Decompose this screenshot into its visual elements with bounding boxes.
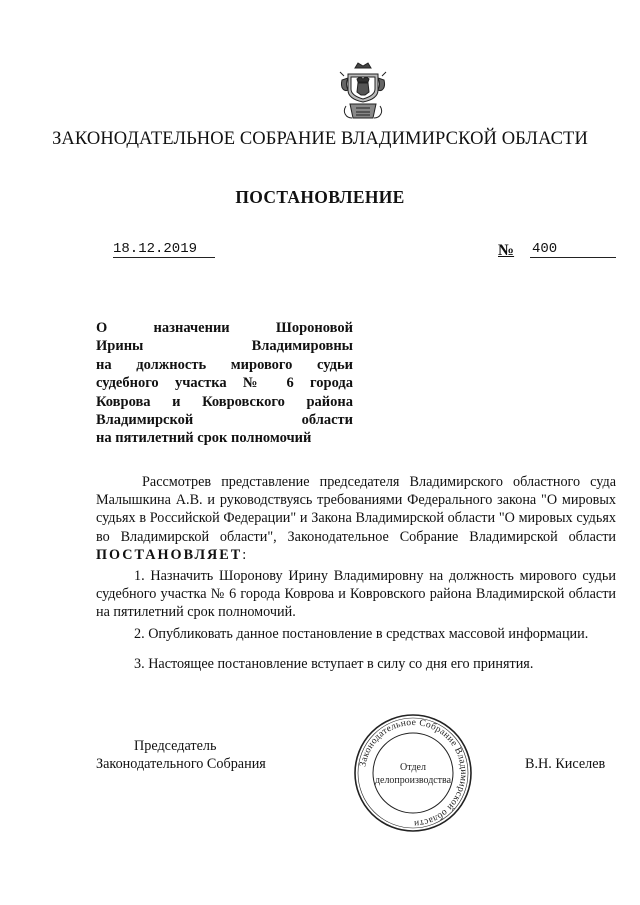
signatory-name: В.Н. Киселев (525, 756, 606, 772)
organization-title: ЗАКОНОДАТЕЛЬНОЕ СОБРАНИЕ ВЛАДИМИРСКОЙ ОБЛАСТИ (52, 129, 588, 149)
svg-text:делопроизводства: делопроизводства (375, 775, 452, 786)
resolution-item: 1. Назначить Шоронову Ирину Владимировну на должность мирового судьи судебного участка № 6 города Коврова и Ковровского района Владимирской области на пятилетний срок полномочий. (96, 568, 616, 621)
document-type: ПОСТАНОВЛЕНИЕ (235, 187, 405, 207)
resolution-item: 3. Настоящее постановление вступает в силу со дня его принятия. (134, 655, 534, 672)
document-body (96, 473, 616, 673)
intro-paragraph: Рассмотрев представление председателя Владимирского областного суда Малышкина А.В. и руководствуясь требованиями Федерального закона "О мировых судьях в Российской Федерации" и Закона Владимирской области "О мировых судьях во Владимирской области", Законодательное Собрание Владимирской области ПОСТАНОВЛЯЕТ: (96, 474, 616, 563)
subject-line: Владимирской области (96, 412, 353, 429)
office-stamp (352, 712, 474, 834)
svg-text:Законодательное Собрание Влади: Законодательное Собрание Владимирской области (358, 717, 469, 829)
resolves-word: ПОСТАНОВЛЯЕТ (96, 546, 243, 563)
signatory-title: Председатель Законодательного Собрания (96, 738, 266, 773)
subject-line: судебного участка № 6 города (96, 375, 353, 392)
document-number: 400 (530, 241, 616, 258)
number-label: № (498, 242, 515, 259)
coat-of-arms-icon (338, 62, 388, 122)
subject-line: Коврова и Ковровского района (96, 393, 353, 410)
document-date: 18.12.2019 (113, 241, 215, 258)
subject-line: О назначении Шороновой (96, 320, 353, 336)
subject-line: Ирины Владимировны (96, 338, 353, 355)
subject-line: на пятилетний срок полномочий (96, 430, 312, 447)
svg-text:Отдел: Отдел (400, 762, 426, 773)
document-subject (96, 319, 353, 448)
subject-line: на должность мирового судьи (96, 356, 353, 373)
resolution-item: 2. Опубликовать данное постановление в средствах массовой информации. (134, 625, 589, 642)
